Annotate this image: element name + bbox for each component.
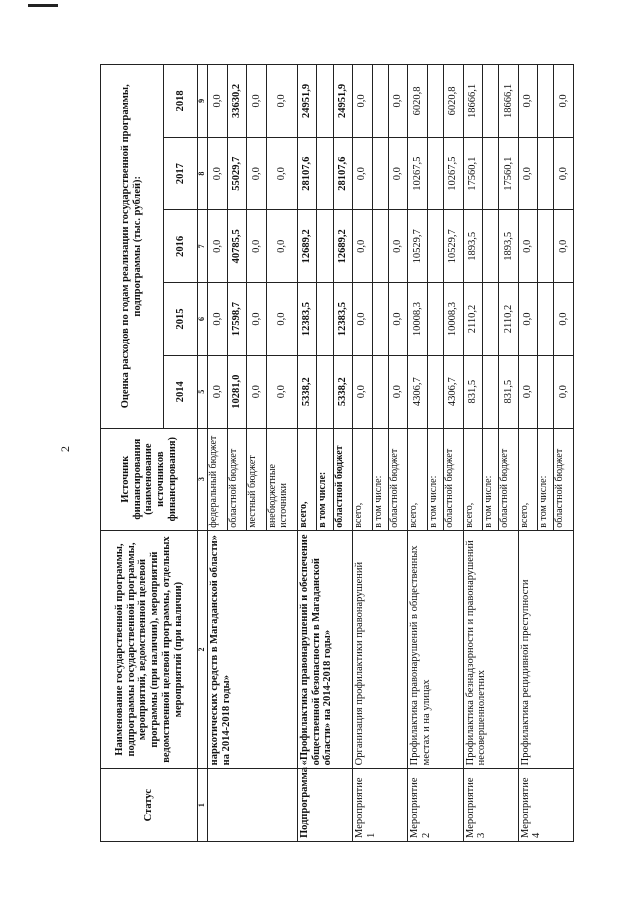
value-cell: 4306,7 xyxy=(443,355,463,428)
value-cell: 0,0 xyxy=(388,137,408,210)
value-cell: 0,0 xyxy=(353,137,373,210)
value-cell: 10529,7 xyxy=(443,210,463,283)
value-cell: 0,0 xyxy=(266,65,297,138)
value-cell: 0,0 xyxy=(208,355,228,428)
value-cell: 18666,1 xyxy=(463,65,483,138)
value-cell: 0,0 xyxy=(353,65,373,138)
value-cell: 0,0 xyxy=(266,355,297,428)
value-cell: 17598,7 xyxy=(227,283,247,356)
status-cell: Мероприятие 1 xyxy=(353,769,408,842)
index-cell: 1 xyxy=(198,769,208,842)
index-cell: 3 xyxy=(198,428,208,530)
value-cell: 6020,8 xyxy=(408,65,428,138)
header-estimate: Оценка расходов по годам реализации государственной программы, подпрограммы (тыс. рублей): xyxy=(101,65,164,429)
index-cell: 6 xyxy=(198,283,208,356)
index-cell: 8 xyxy=(198,137,208,210)
rotated-table-wrapper xyxy=(100,64,574,842)
value-cell: 0,0 xyxy=(353,210,373,283)
top-rule xyxy=(28,4,58,7)
header-year: 2014 xyxy=(163,355,198,428)
value-cell: 0,0 xyxy=(266,210,297,283)
value-cell: 0,0 xyxy=(208,210,228,283)
header-year: 2016 xyxy=(163,210,198,283)
value-cell: 28107,6 xyxy=(333,137,353,210)
value-cell: 18666,1 xyxy=(499,65,519,138)
index-cell: 7 xyxy=(198,210,208,283)
index-cell: 2 xyxy=(198,530,208,769)
value-cell: 40785,5 xyxy=(227,210,247,283)
value-cell: 33630,2 xyxy=(227,65,247,138)
source-cell: внебюджетные источники xyxy=(266,428,297,530)
header-row xyxy=(101,65,164,842)
value-cell: 0,0 xyxy=(353,283,373,356)
source-cell: областной бюджет xyxy=(388,428,408,530)
source-cell: областной бюджет xyxy=(333,428,353,530)
header-year: 2017 xyxy=(163,137,198,210)
value-cell: 0,0 xyxy=(247,65,267,138)
status-cell: Мероприятие 2 xyxy=(408,769,463,842)
budget-table xyxy=(100,64,574,842)
value-cell: 6020,8 xyxy=(443,65,463,138)
header-source: Источник финансирования (наименование источников финансирования) xyxy=(101,428,198,530)
value-cell: 0,0 xyxy=(554,210,574,283)
value-cell: 0,0 xyxy=(554,283,574,356)
value-cell: 0,0 xyxy=(554,355,574,428)
header-year: 2018 xyxy=(163,65,198,138)
value-cell: 0,0 xyxy=(247,210,267,283)
value-cell: 10529,7 xyxy=(408,210,428,283)
source-cell: федеральный бюджет xyxy=(208,428,228,530)
value-cell: 0,0 xyxy=(518,137,538,210)
value-cell: 0,0 xyxy=(554,137,574,210)
value-cell: 4306,7 xyxy=(408,355,428,428)
value-cell: 12689,2 xyxy=(297,210,317,283)
table-row xyxy=(353,65,373,842)
source-cell: в том числе: xyxy=(427,428,443,530)
value-cell: 0,0 xyxy=(388,355,408,428)
item-name: Профилактика рецидивной преступности xyxy=(518,530,573,769)
value-cell: 2110,2 xyxy=(499,283,519,356)
value-cell: 24951,9 xyxy=(333,65,353,138)
status-cell xyxy=(208,769,298,842)
index-cell: 5 xyxy=(198,355,208,428)
index-row xyxy=(198,65,208,842)
source-cell: всего, xyxy=(353,428,373,530)
source-cell: областной бюджет xyxy=(499,428,519,530)
value-cell: 5338,2 xyxy=(297,355,317,428)
value-cell: 10008,3 xyxy=(408,283,428,356)
table-row xyxy=(408,65,428,842)
source-cell: всего, xyxy=(518,428,538,530)
value-cell: 0,0 xyxy=(247,355,267,428)
table-row xyxy=(208,65,228,842)
table-row xyxy=(297,65,317,842)
value-cell: 0,0 xyxy=(208,137,228,210)
value-cell: 0,0 xyxy=(518,65,538,138)
value-cell: 10281,0 xyxy=(227,355,247,428)
value-cell: 0,0 xyxy=(518,210,538,283)
value-cell: 24951,9 xyxy=(297,65,317,138)
table-row xyxy=(518,65,538,842)
source-cell: всего, xyxy=(297,428,317,530)
value-cell: 17560,1 xyxy=(499,137,519,210)
value-cell: 1893,5 xyxy=(499,210,519,283)
status-cell: Мероприятие 4 xyxy=(518,769,573,842)
source-cell: областной бюджет xyxy=(554,428,574,530)
item-name: наркотических средств в Магаданской области» на 2014-2018 годы» xyxy=(208,530,298,769)
value-cell: 28107,6 xyxy=(297,137,317,210)
value-cell: 0,0 xyxy=(247,137,267,210)
header-name: Наименование государственной программы, подпрограммы государственной программы, мероприятий, ведомственной целевой программы (при наличии), мероприятий ведомственной целевой программы, отдельных мероприятий (при наличии) xyxy=(101,530,198,769)
value-cell: 10008,3 xyxy=(443,283,463,356)
item-name: «Профилактика правонарушений и обеспечение общественной безопасности в Магаданской области» на 2014-2018 годы» xyxy=(297,530,352,769)
item-name: Профилактика безнадзорности и правонарушений несовершеннолетних xyxy=(463,530,518,769)
source-cell: в том числе: xyxy=(317,428,333,530)
value-cell: 0,0 xyxy=(388,283,408,356)
header-status: Статус xyxy=(101,769,198,842)
source-cell: местный бюджет xyxy=(247,428,267,530)
value-cell: 0,0 xyxy=(388,210,408,283)
value-cell: 0,0 xyxy=(518,283,538,356)
value-cell: 0,0 xyxy=(247,283,267,356)
item-name: Профилактика правонарушений в общественных местах и на улицах xyxy=(408,530,463,769)
source-cell: областной бюджет xyxy=(443,428,463,530)
source-cell: всего, xyxy=(408,428,428,530)
value-cell: 12689,2 xyxy=(333,210,353,283)
value-cell: 0,0 xyxy=(266,283,297,356)
value-cell: 831,5 xyxy=(463,355,483,428)
source-cell: в том числе: xyxy=(538,428,554,530)
source-cell: всего, xyxy=(463,428,483,530)
page-number: 2 xyxy=(58,446,72,452)
value-cell: 0,0 xyxy=(353,355,373,428)
value-cell: 0,0 xyxy=(208,283,228,356)
value-cell: 0,0 xyxy=(518,355,538,428)
value-cell: 5338,2 xyxy=(333,355,353,428)
value-cell: 0,0 xyxy=(388,65,408,138)
source-cell: в том числе: xyxy=(483,428,499,530)
value-cell: 55029,7 xyxy=(227,137,247,210)
value-cell: 0,0 xyxy=(208,65,228,138)
table-row xyxy=(463,65,483,842)
item-name: Организация профилактики правонарушений xyxy=(353,530,408,769)
value-cell: 17560,1 xyxy=(463,137,483,210)
value-cell: 12383,5 xyxy=(333,283,353,356)
header-year: 2015 xyxy=(163,283,198,356)
value-cell: 831,5 xyxy=(499,355,519,428)
value-cell: 0,0 xyxy=(554,65,574,138)
source-cell: в том числе: xyxy=(372,428,388,530)
value-cell: 12383,5 xyxy=(297,283,317,356)
value-cell: 2110,2 xyxy=(463,283,483,356)
source-cell: областной бюджет xyxy=(227,428,247,530)
value-cell: 0,0 xyxy=(266,137,297,210)
status-cell: Мероприятие 3 xyxy=(463,769,518,842)
index-cell: 9 xyxy=(198,65,208,138)
status-cell: Подпрограмма xyxy=(297,769,352,842)
value-cell: 1893,5 xyxy=(463,210,483,283)
value-cell: 10267,5 xyxy=(443,137,463,210)
value-cell: 10267,5 xyxy=(408,137,428,210)
